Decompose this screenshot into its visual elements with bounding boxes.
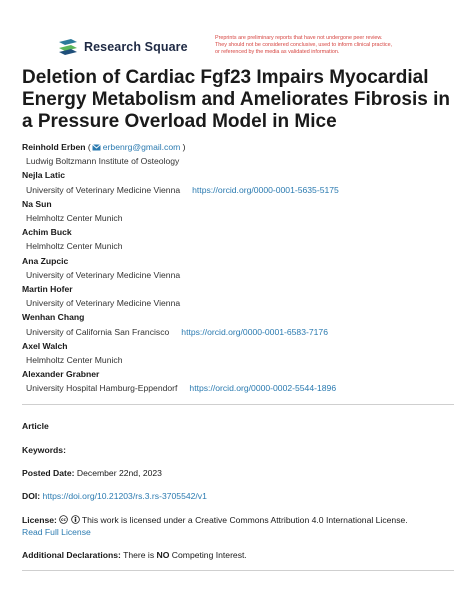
author-name: Alexander Grabner <box>22 369 100 380</box>
article-type: Article <box>22 421 49 431</box>
orcid-link[interactable]: https://orcid.org/0000-0001-5635-5175 <box>192 184 339 195</box>
author-name: Nejla Latic <box>22 170 65 181</box>
author-entry <box>22 225 462 253</box>
author-entry <box>22 339 462 367</box>
orcid-link[interactable]: https://orcid.org/0000-0002-5544-1896 <box>189 383 337 394</box>
author-email-link[interactable]: erbenrg@gmail.com <box>102 142 181 152</box>
creative-commons-icon <box>59 515 68 524</box>
author-entry <box>22 254 462 282</box>
posted-date-value: December 22nd, 2023 <box>76 468 162 478</box>
disclaimer-line: Preprints are preliminary reports that have not undergone peer review. <box>215 35 383 41</box>
author-entry <box>22 310 462 338</box>
author-entry <box>22 197 462 225</box>
read-full-license-link[interactable]: Read Full License <box>22 527 91 537</box>
disclaimer-line: They should not be considered conclusive, used to inform clinical practice, <box>215 42 393 49</box>
additional-declarations <box>22 549 247 561</box>
author-entry <box>22 367 462 395</box>
declarations-post: Competing Interest. <box>169 550 247 560</box>
svg-text:cc: cc <box>61 517 67 523</box>
doi-label: DOI: <box>22 491 41 501</box>
doi-link[interactable]: https://doi.org/10.21203/rs.3.rs-3705542/v1 <box>42 491 207 501</box>
posted-date <box>22 467 162 479</box>
license <box>22 514 462 538</box>
declarations-label: Additional Declarations: <box>22 550 121 560</box>
license-text: This work is licensed under a Creative Commons Attribution 4.0 International License. <box>81 515 408 525</box>
author-entry <box>22 282 462 310</box>
orcid-link[interactable]: https://orcid.org/0000-0001-6583-7176 <box>181 326 328 337</box>
posted-date-label: Posted Date: <box>22 468 75 478</box>
declarations-no: NO <box>156 550 170 560</box>
research-square-logo[interactable] <box>57 38 188 56</box>
author-affiliation: University Hospital Hamburg-Eppendorf <box>26 383 178 394</box>
author-affiliation: Ludwig Boltzmann Institute of Osteology <box>26 156 180 167</box>
author-name: Martin Hofer <box>22 284 73 295</box>
disclaimer-line: or referenced by the media as validated information. <box>215 49 340 56</box>
section-divider <box>22 404 454 405</box>
research-square-logo-icon <box>57 38 79 56</box>
author-name: Ana Zupcic <box>22 255 69 266</box>
author-affiliation: University of Veterinary Medicine Vienna <box>26 184 181 195</box>
author-name: Wenhan Chang <box>22 312 85 323</box>
author-entry: Reinhold Erben ( erbenrg@gmail.com ) Ludwig Boltzmann Institute of Osteology <box>22 142 186 167</box>
header <box>0 0 474 62</box>
author-affiliation: University of Veterinary Medicine Vienna <box>26 269 181 280</box>
author-affiliation: University of California San Francisco <box>26 326 170 337</box>
license-label: License: <box>22 515 57 525</box>
author-name: Reinhold Erben <box>22 142 86 152</box>
keywords <box>22 444 66 456</box>
author-affiliation: Helmholtz Center Munich <box>26 241 123 252</box>
author-name: Axel Walch <box>22 340 68 351</box>
preprint-disclaimer <box>215 35 435 57</box>
envelope-icon <box>92 144 101 151</box>
doi <box>22 490 207 502</box>
author-entry <box>22 168 462 196</box>
author-affiliation: University of Veterinary Medicine Vienna <box>26 298 181 309</box>
logo-text: Research Square <box>84 40 188 54</box>
author-affiliation: Helmholtz Center Munich <box>26 213 123 224</box>
attribution-icon <box>71 515 80 524</box>
author-affiliation: Helmholtz Center Munich <box>26 355 123 366</box>
author-name: Na Sun <box>22 198 52 209</box>
declarations-pre: There is <box>123 550 157 560</box>
author-name: Achim Buck <box>22 227 72 238</box>
author-list <box>22 140 462 396</box>
section-divider <box>22 570 454 571</box>
paper-title: Deletion of Cardiac Fgf23 Impairs Myocardial Energy Metabolism and Ameliorates Fibrosis in a Pressure Overload Model in Mice <box>22 67 450 132</box>
keywords-label: Keywords: <box>22 445 66 455</box>
